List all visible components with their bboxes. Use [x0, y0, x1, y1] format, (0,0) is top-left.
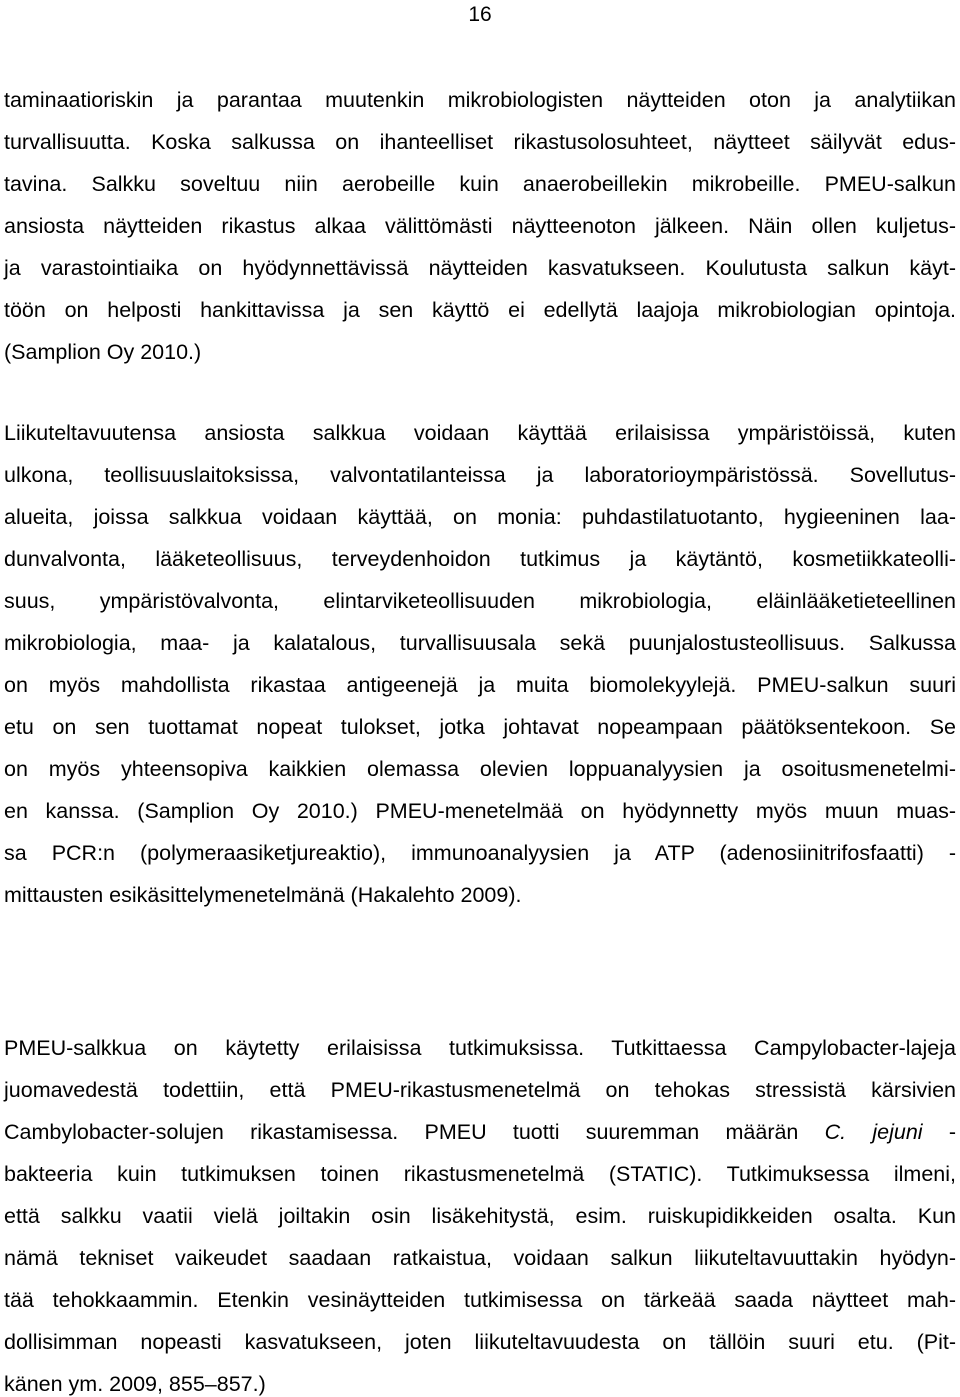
text-line: (Samplion Oy 2010.) — [4, 340, 202, 364]
species-name: C. jejuni — [824, 1120, 923, 1144]
text-line: juomavedestä todettiin, että PMEU-rikastusmenetelmä on tehokas stressistä kärsivien — [4, 1078, 956, 1102]
text-line: dunvalvonta, lääketeollisuus, terveydenhoidon tutkimus ja käytäntö, kosmetiikkateolli- — [4, 547, 956, 571]
text-line: PMEU-salkkua on käytetty erilaisissa tutkimuksissa. Tutkittaessa Campylobacter-lajeja — [4, 1036, 956, 1060]
text-line: ansiosta näytteiden rikastus alkaa välittömästi näytteenoton jälkeen. Näin ollen kuljetus- — [4, 214, 956, 238]
text-line: etu on sen tuottamat nopeat tulokset, jotka johtavat nopeampaan päätöksentekoon. Se — [4, 715, 956, 739]
text-line: dollisimman nopeasti kasvatukseen, joten liikuteltavuudesta on tällöin suuri etu. (Pit- — [4, 1330, 956, 1354]
text-line: töön on helposti hankittavissa ja sen käyttö ei edellytä laajoja mikrobiologian opintoja. — [4, 298, 956, 322]
text-line: en kanssa. (Samplion Oy 2010.) PMEU-menetelmää on hyödynnetty myös muun muas- — [4, 799, 956, 823]
text-line: Liikuteltavuutensa ansiosta salkkua voidaan käyttää erilaisissa ympäristöissä, kuten — [4, 421, 956, 445]
text-line: tavina. Salkku soveltuu niin aerobeille kuin anaerobeillekin mikrobeille. PMEU-salkun — [4, 172, 956, 196]
text-line: mikrobiologia, maa- ja kalatalous, turvallisuusala sekä puunjalostusteollisuus. Salkussa — [4, 631, 956, 655]
text-line: suus, ympäristövalvonta, elintarviketeollisuuden mikrobiologia, eläinlääketieteellinen — [4, 589, 956, 613]
text-line: turvallisuutta. Koska salkussa on ihanteelliset rikastusolosuhteet, näytteet säilyvät edus- — [4, 130, 956, 154]
text-line: että salkku vaatii vielä joiltakin osin lisäkehitystä, esim. ruiskupidikkeiden osalta. Kun — [4, 1204, 956, 1228]
text-line: on myös yhteensopiva kaikkien olemassa olevien loppuanalyysien ja osoitusmenetelmi- — [4, 757, 956, 781]
text-line: ja varastointiaika on hyödynnettävissä näytteiden kasvatukseen. Koulutusta salkun käyt- — [4, 256, 956, 280]
text-line: ulkona, teollisuuslaitoksissa, valvontatilanteissa ja laboratorioympäristössä. Sovellutus- — [4, 463, 956, 487]
text-line: Cambylobacter-solujen rikastamisessa. PMEU tuotti suuremman määrän C. jejuni - — [4, 1120, 956, 1144]
page-number: 16 — [468, 3, 492, 26]
text-line: on myös mahdollista rikastaa antigeenejä ja muita biomolekyylejä. PMEU-salkun suuri — [4, 673, 956, 697]
text-line: alueita, joissa salkkua voidaan käyttää, on monia: puhdastilatuotanto, hygieeninen laa- — [4, 505, 956, 529]
text-line: sa PCR:n (polymeraasiketjureaktio), immunoanalyysien ja ATP (adenosiinitrifosfaatti) - — [4, 841, 956, 865]
text-line: bakteeria kuin tutkimuksen toinen rikastusmenetelmä (STATIC). Tutkimuksessa ilmeni, — [4, 1162, 956, 1186]
text-line: mittausten esikäsittelymenetelmänä (Hakalehto 2009). — [4, 883, 522, 907]
text-line: taminaatioriskin ja parantaa muutenkin mikrobiologisten näytteiden oton ja analytiikan — [4, 88, 956, 112]
text-line: nämä tekniset vaikeudet saadaan ratkaistua, voidaan salkun liikuteltavuuttakin hyödyn- — [4, 1246, 956, 1270]
text-line: tää tehokkaammin. Etenkin vesinäytteiden tutkimisessa on tärkeää saada näytteet mah- — [4, 1288, 956, 1312]
text-line: känen ym. 2009, 855–857.) — [4, 1372, 266, 1396]
